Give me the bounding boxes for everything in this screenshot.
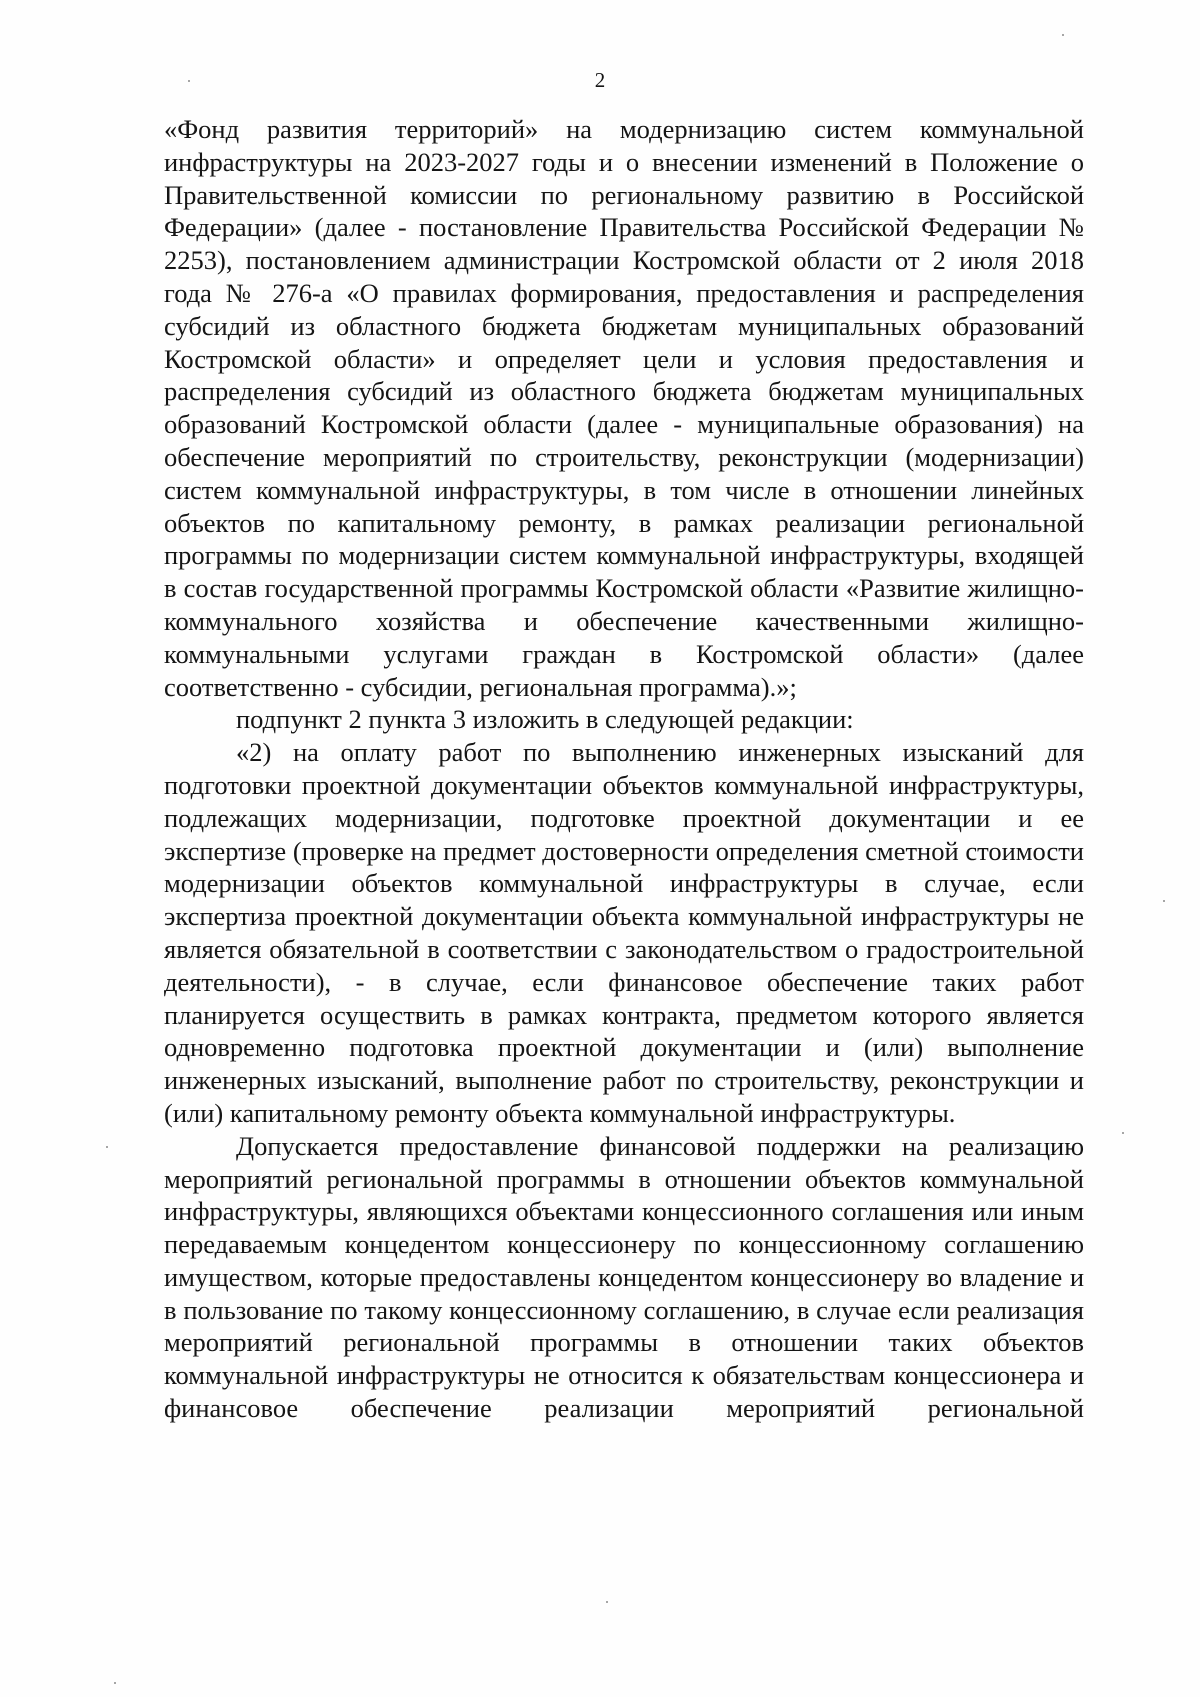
paragraph-subpoint-instruction: подпункт 2 пункта 3 изложить в следующей редакции: — [236, 704, 854, 735]
document-body — [164, 113, 1084, 1425]
paragraph-decree-reference: «Фонд развития территорий» на модернизацию систем коммунальной инфраструктуры на 2023-2027 годы и о внесении изменений в Положение о Правительственной комиссии по региональному развитию в Российской Федерации» (далее - постановление Правительства Российской Федерации № 2253), постановлением администрации Костромской области от 2 июля 2018 года № 276-а «О правилах формирования, предоставления и распределения субсидий из областного бюджета бюджетам муниципальных образований Костромской области» и определяет цели и условия предоставления и распределения субсидий из областного бюджета бюджетам муниципальных образований Костромской области (далее - муниципальные образования) на обеспечение мероприятий по строительству, реконструкции (модернизации) систем коммунальной инфраструктуры, в том числе в отношении линейных объектов по капитальному ремонту, в рамках реализации региональной программы по модернизации систем коммунальной инфраструктуры, входящей в состав государственной программы Костромской области «Развитие жилищно-коммунального хозяйства и обеспечение качественными жилищно-коммунальными услугами граждан в Костромской области» (далее соответственно - субсидии, региональная программа).»; — [164, 114, 1084, 702]
scan-speck — [114, 1682, 116, 1684]
scan-speck — [1122, 1132, 1124, 1134]
scan-speck — [606, 1601, 608, 1603]
paragraph-concession-support: Допускается предоставление финансовой поддержки на реализацию мероприятий региональной программы в отношении объектов коммунальной инфраструктуры, являющихся объектами концессионного соглашения или иным передаваемым концедентом концессионеру по концессионному соглашению имуществом, которые предоставлены концедентом концессионеру во владение и в пользование по такому концессионному соглашению, в случае если реализация мероприятий региональной программы в отношении таких объектов коммунальной инфраструктуры не относится к обязательствам концессионера и финансовое обеспечение реализации мероприятий региональной — [164, 1130, 1084, 1424]
scan-speck — [1062, 34, 1064, 36]
paragraph-subpoint-2-text: «2) на оплату работ по выполнению инженерных изысканий для подготовки проектной документации объектов коммунальной инфраструктуры, подлежащих модернизации, подготовке проектной документации и ее экспертизе (проверке на предмет достоверности определения сметной стоимости модернизации объектов коммунальной инфраструктуры в случае, если экспертиза проектной документации объекта коммунальной инфраструктуры не является обязательной в соответствии с законодательством о градостроительной деятельности), - в случае, если финансовое обеспечение таких работ планируется осуществить в рамках контракта, предметом которого является одновременно подготовка проектной документации и (или) выполнение инженерных изысканий, выполнение работ по строительству, реконструкции и (или) капитальному ремонту объекта коммунальной инфраструктуры. — [164, 737, 1084, 1128]
page-number: 2 — [594, 68, 606, 92]
scan-speck — [188, 80, 190, 82]
scan-speck — [106, 1146, 108, 1148]
scan-speck — [1163, 900, 1165, 902]
